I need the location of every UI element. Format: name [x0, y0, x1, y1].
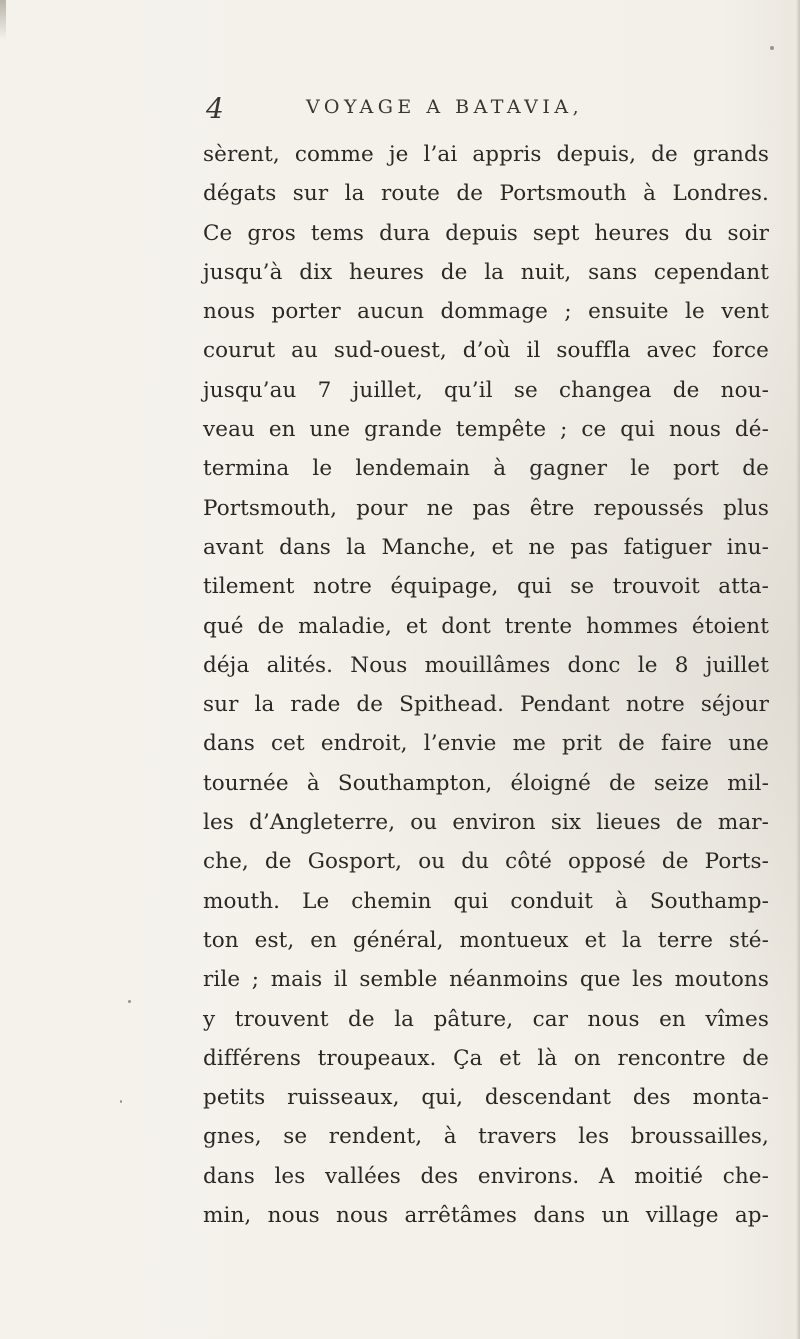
- text-line: courut au sud-ouest, d’où il souffla avec force: [203, 338, 769, 364]
- text-line: petits ruisseaux, qui, descendant des monta-: [203, 1085, 769, 1111]
- text-line: dans cet endroit, l’envie me prit de faire une: [203, 731, 769, 757]
- paper-speck: [120, 1100, 122, 1103]
- text-line: nous porter aucun dommage ; ensuite le vent: [203, 299, 769, 325]
- text-line: che, de Gosport, ou du côté opposé de Ports-: [203, 849, 769, 875]
- text-line: termina le lendemain à gagner le port de: [203, 456, 769, 482]
- text-line: différens troupeaux. Ça et là on rencontre de: [203, 1045, 769, 1071]
- text-line: min, nous nous arrêtâmes dans un village ap-: [203, 1203, 769, 1229]
- text-line: avant dans la Manche, et ne pas fatiguer inu-: [203, 534, 769, 560]
- page-edge-shadow-right: [796, 0, 800, 1339]
- text-line: déja alités. Nous mouillâmes donc le 8 juillet: [203, 652, 769, 678]
- page-edge-shadow-left: [0, 0, 6, 40]
- page-header: [206, 92, 766, 126]
- text-line: tilement notre équipage, qui se trouvoit atta-: [203, 574, 769, 600]
- text-line: gnes, se rendent, à travers les broussailles,: [203, 1124, 769, 1150]
- body-text: [203, 135, 769, 1235]
- text-line: Portsmouth, pour ne pas être repoussés plus: [203, 495, 769, 521]
- text-line: dégats sur la route de Portsmouth à Londres.: [203, 181, 769, 207]
- text-line: jusqu’à dix heures de la nuit, sans cependant: [203, 259, 769, 285]
- running-title: VOYAGE A BATAVIA,: [306, 96, 584, 118]
- text-line: jusqu’au 7 juillet, qu’il se changea de nou-: [203, 377, 769, 403]
- text-line: ton est, en général, montueux et la terre sté-: [203, 927, 769, 953]
- text-line: dans les vallées des environs. A moitié che-: [203, 1163, 769, 1189]
- text-line: sèrent, comme je l’ai appris depuis, de grands: [203, 142, 769, 167]
- text-line: les d’Angleterre, ou environ six lieues de mar-: [203, 810, 769, 836]
- text-line: mouth. Le chemin qui conduit à Southamp-: [203, 888, 769, 914]
- text-line: sur la rade de Spithead. Pendant notre séjour: [203, 692, 769, 718]
- page-number: 4: [206, 92, 224, 125]
- text-line: tournée à Southampton, éloigné de seize mil-: [203, 770, 769, 796]
- text-line: Ce gros tems dura depuis sept heures du soir: [203, 220, 769, 246]
- text-line: qué de maladie, et dont trente hommes étoient: [203, 613, 769, 639]
- paper-speck: [128, 1000, 131, 1003]
- text-line: veau en une grande tempête ; ce qui nous dé-: [203, 417, 769, 443]
- text-line: y trouvent de la pâture, car nous en vîmes: [203, 1006, 769, 1032]
- text-line: rile ; mais il semble néanmoins que les moutons: [203, 967, 769, 993]
- paper-speck: [770, 46, 774, 50]
